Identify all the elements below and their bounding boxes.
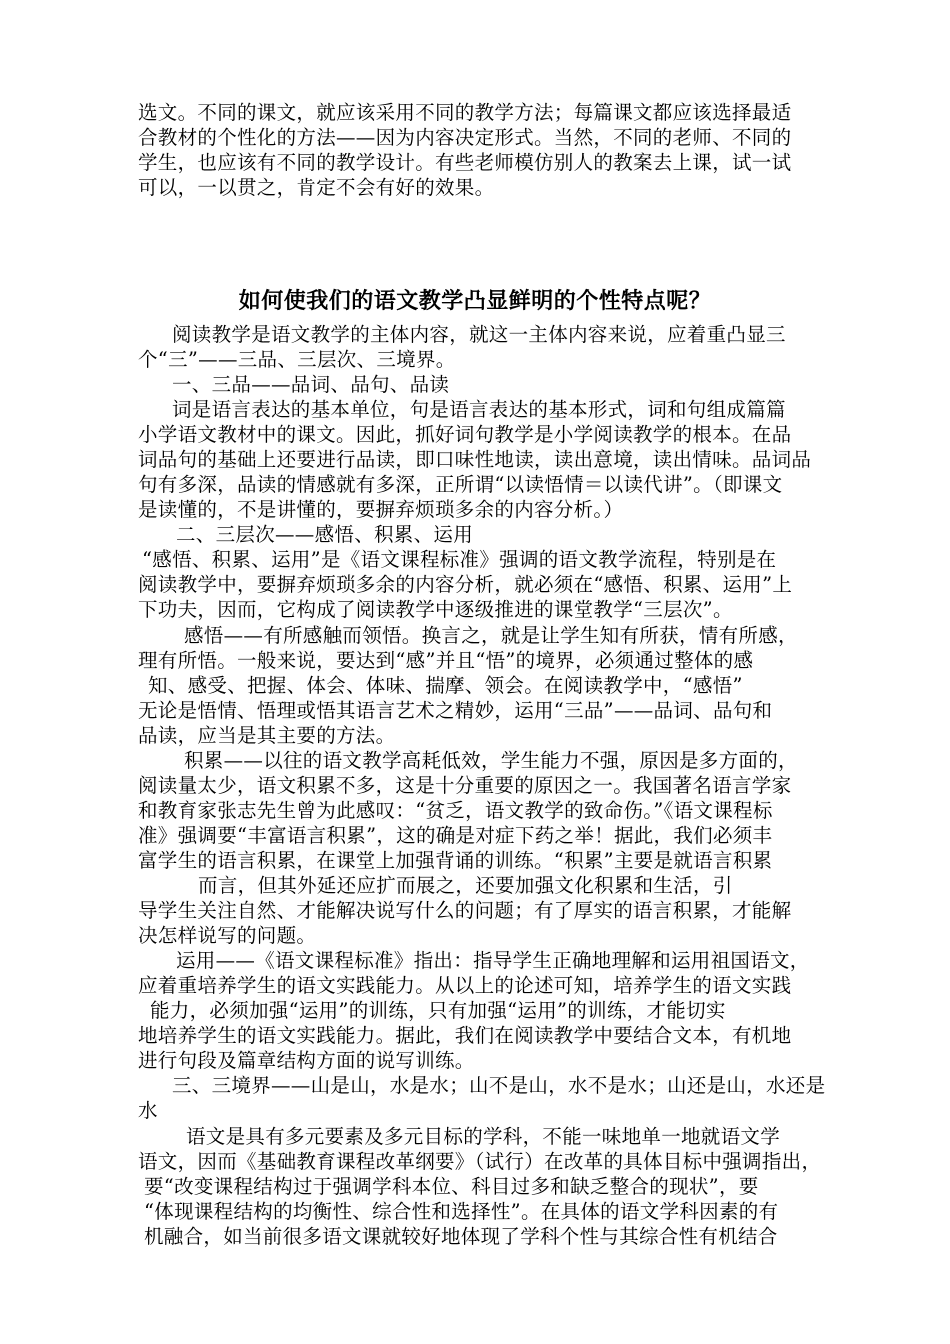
intro-line: 选文。不同的课文，就应该采用不同的教学方法；每篇课文都应该选择最适	[138, 101, 792, 124]
body-line: 水	[138, 1099, 158, 1122]
body-line: 知、感受、把握、体会、体味、揣摩、领会。在阅读教学中，“感悟”	[148, 674, 743, 697]
body-line: 阅读量太少，语文积累不多，这是十分重要的原因之一。我国著名语言学家	[138, 774, 792, 797]
body-line: 词是语言表达的基本单位，句是语言表达的基本形式，词和句组成篇篇	[172, 398, 786, 421]
body-line: 导学生关注自然、才能解决说写什么的问题；有了厚实的语言积累，才能解	[138, 899, 792, 922]
body-line: 而言，但其外延还应扩而展之，还要加强文化积累和生活，引	[198, 874, 733, 897]
body-line: 一、三品——品词、品句、品读	[172, 373, 450, 396]
body-line: 句有多深，品读的情感就有多深，正所谓“以读悟情＝以读代讲”。（即课文	[138, 473, 783, 496]
body-line: 应着重培养学生的语文实践能力。从以上的论述可知，培养学生的语文实践	[138, 974, 792, 997]
body-line: 三、三境界——山是山，水是水；山不是山，水不是水；山还是山，水还是	[172, 1074, 826, 1097]
body-line: 机融合，如当前很多语文课就较好地体现了学科个性与其综合性有机结合	[144, 1225, 778, 1248]
body-line: 要“改变课程结构过于强调学科本位、科目过多和缺乏整合的现状”，要	[144, 1175, 759, 1198]
body-line: 理有所悟。一般来说，要达到“感”并且“悟”的境界，必须通过整体的感	[138, 649, 754, 672]
body-line: 积累——以往的语文教学高耗低效，学生能力不强，原因是多方面的，	[184, 749, 798, 772]
body-line: 阅读教学中，要摒弃烦琐多余的内容分析，就必须在“感悟、积累、运用”上	[138, 573, 793, 596]
body-line: 品读，应当是其主要的方法。	[138, 724, 396, 747]
body-line: 能力，必须加强“运用”的训练，只有加强“运用”的训练，才能切实	[150, 999, 726, 1022]
body-line: “体现课程结构的均衡性、综合性和选择性”。在具体的语文学科因素的有	[144, 1200, 779, 1223]
body-line: 进行句段及篇章结构方面的说写训练。	[138, 1049, 475, 1072]
body-line: 富学生的语言积累，在课堂上加强背诵的训练。“积累”主要是就语言积累	[138, 849, 773, 872]
body-line: “感悟、积累、运用”是《语文课程标准》强调的语文教学流程，特别是在	[142, 548, 777, 571]
section-heading: 如何使我们的语文教学凸显鲜明的个性特点呢？	[238, 288, 712, 314]
body-line: 阅读教学是语文教学的主体内容，就这一主体内容来说，应着重凸显三	[172, 323, 786, 346]
body-line: 小学语文教材中的课文。因此，抓好词句教学是小学阅读教学的根本。在品	[138, 423, 792, 446]
body-line: 下功夫，因而，它构成了阅读教学中逐级推进的课堂教学“三层次”。	[138, 598, 733, 621]
body-line: 决怎样说写的问题。	[138, 924, 317, 947]
body-line: 个“三”——三品、三层次、三境界。	[138, 348, 456, 371]
intro-line: 合教材的个性化的方法——因为内容决定形式。当然，不同的老师、不同的	[138, 126, 792, 149]
body-line: 语文，因而《基础教育课程改革纲要》（试行）在改革的具体目标中强调指出，	[138, 1150, 822, 1173]
body-line: 是读懂的，不是讲懂的，要摒弃烦琐多余的内容分析。）	[138, 498, 624, 521]
body-line: 感悟——有所感触而领悟。换言之，就是让学生知有所获，情有所感，	[184, 624, 798, 647]
body-line: 词品句的基础上还要进行品读，即口味性地读，读出意境，读出情味。品词品	[138, 448, 812, 471]
intro-line: 学生，也应该有不同的教学设计。有些老师模仿别人的教案去上课，试一试	[138, 151, 792, 174]
body-line: 和教育家张志先生曾为此感叹：“贫乏，语文教学的致命伤。”《语文课程标	[138, 799, 773, 822]
body-line: 地培养学生的语文实践能力。据此，我们在阅读教学中要结合文本，有机地	[138, 1024, 792, 1047]
body-line: 语文是具有多元要素及多元目标的学科，不能一味地单一地就语文学	[186, 1125, 781, 1148]
body-line: 二、三层次——感悟、积累、运用	[176, 523, 473, 546]
body-line: 运用——《语文课程标准》指出：指导学生正确地理解和运用祖国语文，	[176, 949, 810, 972]
intro-line: 可以，一以贯之，肯定不会有好的效果。	[138, 176, 495, 199]
body-line: 准》强调要“丰富语言积累”，这的确是对症下药之举！据此，我们必须丰	[138, 824, 773, 847]
body-line: 无论是悟情、悟理或悟其语言艺术之精妙，运用“三品”——品词、品句和	[138, 699, 773, 722]
